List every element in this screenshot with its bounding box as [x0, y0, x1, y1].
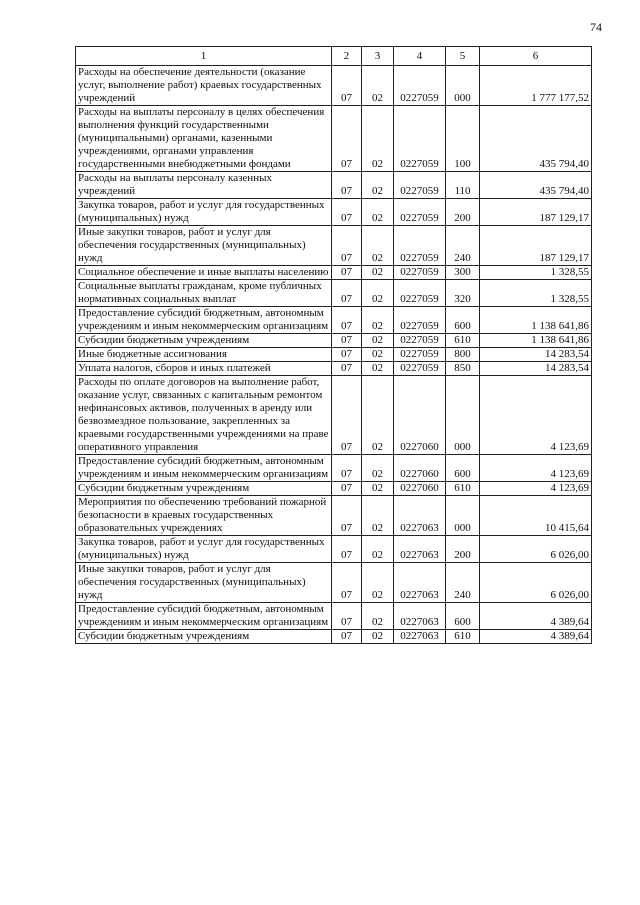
row-name: Субсидии бюджетным учреждениям [76, 482, 332, 496]
row-subsection: 02 [362, 482, 394, 496]
row-amount: 1 777 177,52 [480, 66, 592, 106]
row-section: 07 [332, 106, 362, 172]
table-header-row [76, 47, 592, 66]
row-section: 07 [332, 455, 362, 482]
table-row [76, 334, 592, 348]
row-amount: 435 794,40 [480, 106, 592, 172]
row-target-code: 0227059 [394, 226, 446, 266]
row-target-code: 0227059 [394, 199, 446, 226]
row-subsection: 02 [362, 334, 394, 348]
row-section: 07 [332, 226, 362, 266]
row-amount: 4 123,69 [480, 376, 592, 455]
table-row [76, 482, 592, 496]
row-amount: 10 415,64 [480, 496, 592, 536]
row-name: Расходы на выплаты персоналу в целях обеспечения выполнения функций государственными (муниципальными) органами, казенными учреждениями, органами управления государственными внебюджетными фондами [76, 106, 332, 172]
table-row [76, 376, 592, 455]
row-section: 07 [332, 266, 362, 280]
row-name: Предоставление субсидий бюджетным, автономным учреждениям и иным некоммерческим организациям [76, 455, 332, 482]
row-amount: 4 123,69 [480, 482, 592, 496]
row-expense-type: 600 [446, 455, 480, 482]
table-row [76, 66, 592, 106]
row-expense-type: 200 [446, 199, 480, 226]
row-expense-type: 000 [446, 66, 480, 106]
table-row [76, 536, 592, 563]
row-subsection: 02 [362, 496, 394, 536]
row-subsection: 02 [362, 266, 394, 280]
table-row [76, 455, 592, 482]
row-target-code: 0227063 [394, 563, 446, 603]
row-target-code: 0227063 [394, 496, 446, 536]
row-name: Социальные выплаты гражданам, кроме публичных нормативных социальных выплат [76, 280, 332, 307]
row-amount: 6 026,00 [480, 563, 592, 603]
row-name: Субсидии бюджетным учреждениям [76, 630, 332, 644]
row-subsection: 02 [362, 280, 394, 307]
row-name: Расходы на обеспечение деятельности (оказание услуг, выполнение работ) краевых государственных учреждений [76, 66, 332, 106]
row-target-code: 0227059 [394, 66, 446, 106]
row-section: 07 [332, 563, 362, 603]
row-expense-type: 850 [446, 362, 480, 376]
row-target-code: 0227063 [394, 630, 446, 644]
row-subsection: 02 [362, 106, 394, 172]
row-expense-type: 000 [446, 496, 480, 536]
row-target-code: 0227059 [394, 266, 446, 280]
row-section: 07 [332, 199, 362, 226]
row-expense-type: 800 [446, 348, 480, 362]
row-amount: 4 389,64 [480, 603, 592, 630]
header-cell-6: 6 [480, 47, 592, 66]
row-subsection: 02 [362, 172, 394, 199]
row-amount: 6 026,00 [480, 536, 592, 563]
row-name: Расходы на выплаты персоналу казенных учреждений [76, 172, 332, 199]
row-target-code: 0227059 [394, 280, 446, 307]
row-name: Предоставление субсидий бюджетным, автономным учреждениям и иным некоммерческим организациям [76, 603, 332, 630]
row-name: Иные закупки товаров, работ и услуг для обеспечения государственных (муниципальных) нужд [76, 563, 332, 603]
row-name: Субсидии бюджетным учреждениям [76, 334, 332, 348]
row-target-code: 0227059 [394, 334, 446, 348]
row-amount: 1 138 641,86 [480, 307, 592, 334]
row-section: 07 [332, 172, 362, 199]
row-expense-type: 100 [446, 106, 480, 172]
table-row [76, 348, 592, 362]
header-cell-4: 4 [394, 47, 446, 66]
row-subsection: 02 [362, 630, 394, 644]
row-name: Расходы по оплате договоров на выполнение работ, оказание услуг, связанных с капитальным ремонтом нефинансовых активов, полученных в аренду или безвозмездное пользование, закрепленных за краевыми государственными учреждениями на праве оперативного управления [76, 376, 332, 455]
row-section: 07 [332, 280, 362, 307]
row-subsection: 02 [362, 376, 394, 455]
row-section: 07 [332, 66, 362, 106]
row-amount: 187 129,17 [480, 199, 592, 226]
row-amount: 14 283,54 [480, 362, 592, 376]
row-expense-type: 320 [446, 280, 480, 307]
row-expense-type: 600 [446, 307, 480, 334]
row-expense-type: 300 [446, 266, 480, 280]
row-section: 07 [332, 603, 362, 630]
table-row [76, 307, 592, 334]
row-target-code: 0227059 [394, 172, 446, 199]
row-section: 07 [332, 496, 362, 536]
row-amount: 1 328,55 [480, 280, 592, 307]
row-target-code: 0227060 [394, 376, 446, 455]
row-subsection: 02 [362, 199, 394, 226]
table-row [76, 563, 592, 603]
row-name: Мероприятия по обеспечению требований пожарной безопасности в краевых государственных образовательных учреждениях [76, 496, 332, 536]
row-target-code: 0227059 [394, 307, 446, 334]
row-section: 07 [332, 376, 362, 455]
row-target-code: 0227063 [394, 536, 446, 563]
row-target-code: 0227059 [394, 362, 446, 376]
row-subsection: 02 [362, 455, 394, 482]
row-target-code: 0227059 [394, 106, 446, 172]
table-row [76, 280, 592, 307]
row-amount: 1 328,55 [480, 266, 592, 280]
row-expense-type: 610 [446, 482, 480, 496]
row-section: 07 [332, 307, 362, 334]
row-subsection: 02 [362, 226, 394, 266]
row-expense-type: 240 [446, 226, 480, 266]
row-name: Иные закупки товаров, работ и услуг для обеспечения государственных (муниципальных) нужд [76, 226, 332, 266]
budget-table [75, 46, 592, 644]
header-cell-3: 3 [362, 47, 394, 66]
row-target-code: 0227063 [394, 603, 446, 630]
row-amount: 187 129,17 [480, 226, 592, 266]
row-expense-type: 240 [446, 563, 480, 603]
table-row [76, 199, 592, 226]
row-expense-type: 610 [446, 630, 480, 644]
header-cell-2: 2 [332, 47, 362, 66]
row-subsection: 02 [362, 348, 394, 362]
row-expense-type: 110 [446, 172, 480, 199]
row-name: Социальное обеспечение и иные выплаты населению [76, 266, 332, 280]
row-expense-type: 600 [446, 603, 480, 630]
row-section: 07 [332, 630, 362, 644]
row-name: Закупка товаров, работ и услуг для государственных (муниципальных) нужд [76, 199, 332, 226]
row-expense-type: 610 [446, 334, 480, 348]
table-row [76, 362, 592, 376]
table-row [76, 496, 592, 536]
row-subsection: 02 [362, 362, 394, 376]
table-row [76, 630, 592, 644]
row-section: 07 [332, 536, 362, 563]
table-row [76, 226, 592, 266]
row-amount: 435 794,40 [480, 172, 592, 199]
row-name: Предоставление субсидий бюджетным, автономным учреждениям и иным некоммерческим организациям [76, 307, 332, 334]
row-section: 07 [332, 362, 362, 376]
page-number: 74 [590, 20, 602, 34]
row-amount: 4 123,69 [480, 455, 592, 482]
row-expense-type: 000 [446, 376, 480, 455]
row-subsection: 02 [362, 307, 394, 334]
row-amount: 1 138 641,86 [480, 334, 592, 348]
row-target-code: 0227060 [394, 455, 446, 482]
row-amount: 14 283,54 [480, 348, 592, 362]
row-section: 07 [332, 348, 362, 362]
row-subsection: 02 [362, 536, 394, 563]
row-target-code: 0227060 [394, 482, 446, 496]
row-amount: 4 389,64 [480, 630, 592, 644]
row-subsection: 02 [362, 66, 394, 106]
row-subsection: 02 [362, 563, 394, 603]
row-expense-type: 200 [446, 536, 480, 563]
table-row [76, 603, 592, 630]
row-name: Уплата налогов, сборов и иных платежей [76, 362, 332, 376]
table-row [76, 266, 592, 280]
header-cell-5: 5 [446, 47, 480, 66]
header-cell-1: 1 [76, 47, 332, 66]
row-section: 07 [332, 334, 362, 348]
row-name: Закупка товаров, работ и услуг для государственных (муниципальных) нужд [76, 536, 332, 563]
row-subsection: 02 [362, 603, 394, 630]
table-row [76, 172, 592, 199]
row-name: Иные бюджетные ассигнования [76, 348, 332, 362]
table-row [76, 106, 592, 172]
row-section: 07 [332, 482, 362, 496]
row-target-code: 0227059 [394, 348, 446, 362]
